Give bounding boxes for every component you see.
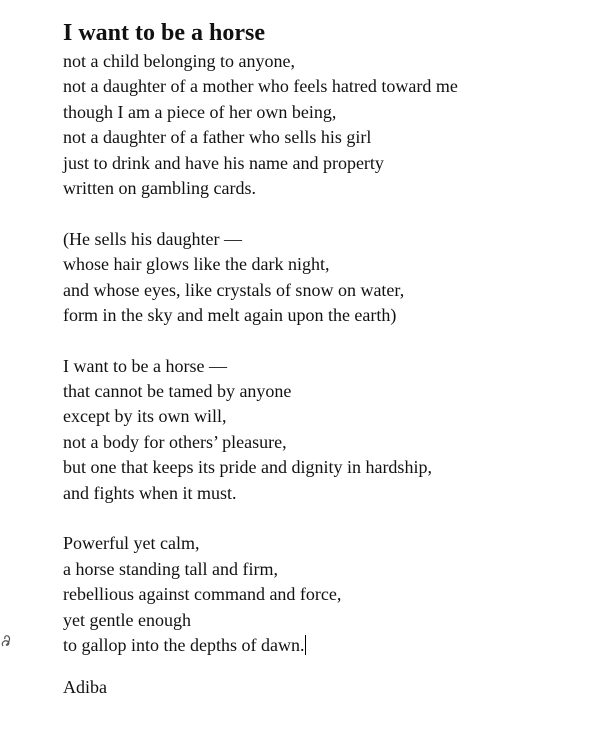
poem-line: not a daughter of a mother who feels hatred toward me: [63, 76, 458, 97]
poem-line: and whose eyes, like crystals of snow on water,: [63, 279, 405, 300]
poem-line: Powerful yet calm,: [63, 533, 200, 554]
poem-line: rebellious against command and force,: [63, 584, 342, 605]
poem-line: a horse standing tall and firm,: [63, 558, 278, 579]
poem-line: form in the sky and melt again upon the earth): [63, 304, 397, 325]
poem-line: yet gentle enough: [63, 609, 191, 630]
poem-line: and fights when it must.: [63, 482, 237, 503]
poem-line: except by its own will,: [63, 406, 227, 427]
text-cursor: [305, 635, 306, 655]
poem-line: (He sells his daughter —: [63, 228, 242, 249]
stanza: [63, 49, 603, 201]
poem-line: though I am a piece of her own being,: [63, 101, 337, 122]
poem-line: not a daughter of a father who sells his girl: [63, 127, 372, 148]
poem-stanzas: [63, 49, 603, 658]
poem-line: not a child belonging to anyone,: [63, 51, 295, 71]
stanza: [63, 531, 603, 658]
poem-line: not a body for others’ pleasure,: [63, 431, 287, 452]
poem-line: written on gambling cards.: [63, 177, 256, 198]
poem-line: to gallop into the depths of dawn.: [63, 634, 305, 655]
poem-line: I want to be a horse —: [63, 355, 227, 376]
poem-line: whose hair glows like the dark night,: [63, 254, 330, 275]
poem-line: that cannot be tamed by anyone: [63, 381, 292, 402]
poem-line: just to drink and have his name and property: [63, 152, 384, 173]
poem-author: Adiba: [63, 676, 107, 697]
document-body[interactable]: [63, 17, 603, 700]
link-handle-icon[interactable]: [0, 633, 12, 649]
stanza: [63, 354, 603, 506]
stanza: [63, 227, 603, 329]
poem-line: but one that keeps its pride and dignity in hardship,: [63, 457, 432, 478]
poem-title: I want to be a horse: [63, 20, 265, 46]
